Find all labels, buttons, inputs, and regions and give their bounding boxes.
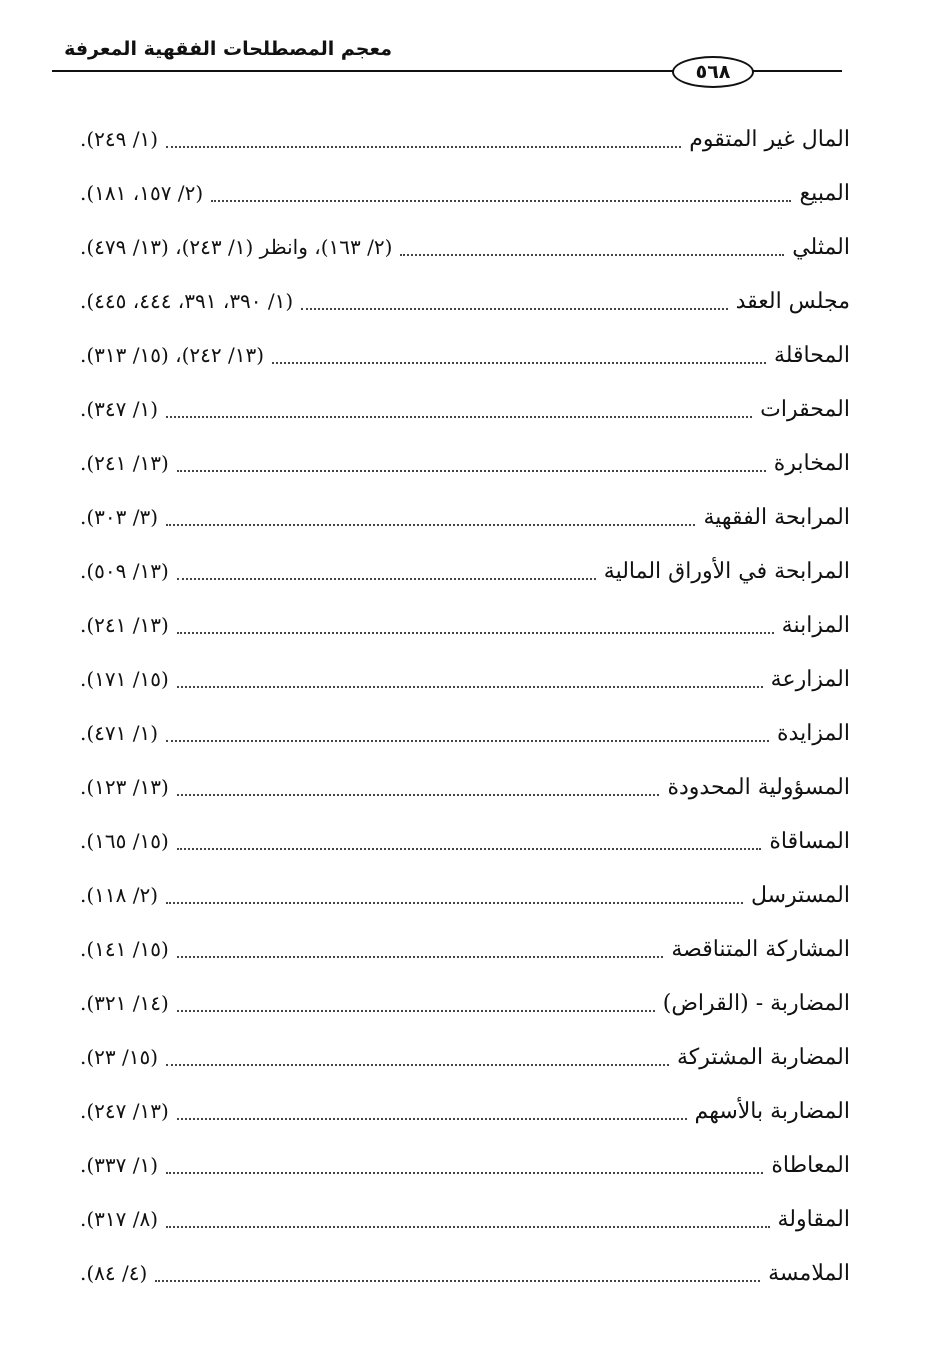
- index-entry: [80, 868, 850, 922]
- entry-term: المسؤولية المحدودة: [667, 774, 850, 800]
- index-entry: [80, 922, 850, 976]
- dot-leader: [166, 1172, 763, 1174]
- entry-term: الملامسة: [768, 1260, 850, 1286]
- entry-term: المرابحة في الأوراق المالية: [603, 558, 850, 584]
- dot-leader: [166, 902, 743, 904]
- dot-leader: [301, 308, 727, 310]
- index-entry: [80, 274, 850, 328]
- entry-reference: (٤/ ٨٤).: [80, 1261, 148, 1285]
- entry-term: المساقاة: [769, 828, 850, 854]
- index-entry: [80, 598, 850, 652]
- entry-term: المحاقلة: [773, 342, 850, 368]
- entry-reference: (١٣/ ٢٤١).: [80, 451, 169, 475]
- index-entry: [80, 112, 850, 166]
- dot-leader: [177, 632, 774, 634]
- index-entry: [80, 544, 850, 598]
- entry-term: المعاطاة: [771, 1152, 850, 1178]
- page-number: ٥٦٨: [672, 56, 754, 88]
- entry-reference: (٣/ ٣٠٣).: [80, 505, 159, 529]
- entry-term: مجلس العقد: [735, 288, 850, 314]
- entry-term: المخابرة: [773, 450, 850, 476]
- dot-leader: [166, 146, 681, 148]
- entry-reference: (٢/ ١٥٧، ١٨١).: [80, 181, 204, 205]
- entry-reference: (١/ ٣٤٧).: [80, 397, 159, 421]
- index-entry: [80, 382, 850, 436]
- entry-reference: (١٥/ ١٧١).: [80, 667, 169, 691]
- entry-reference: (١/ ٤٧١).: [80, 721, 159, 745]
- entry-term: المزابنة: [781, 612, 850, 638]
- dot-leader: [400, 254, 784, 256]
- dot-leader: [166, 416, 752, 418]
- dot-leader: [177, 956, 664, 958]
- index-entry: [80, 976, 850, 1030]
- entry-reference: (١٣/ ٢٤٧).: [80, 1099, 169, 1123]
- entry-term: المحقرات: [760, 396, 850, 422]
- entry-reference: (١٤/ ٣٢١).: [80, 991, 169, 1015]
- index-entry: [80, 1192, 850, 1246]
- index-entry: [80, 1138, 850, 1192]
- entry-term: المضاربة بالأسهم: [694, 1098, 850, 1124]
- entry-reference: (١٣/ ٢٤٢)، (١٥/ ٣١٣).: [80, 343, 265, 367]
- dot-leader: [177, 578, 596, 580]
- dot-leader: [177, 470, 766, 472]
- entry-term: المبيع: [799, 180, 850, 206]
- entry-term: المسترسل: [750, 882, 850, 908]
- index-entry: [80, 652, 850, 706]
- entry-term: المال غير المتقوم: [689, 126, 850, 152]
- index-entry: [80, 490, 850, 544]
- dot-leader: [211, 200, 791, 202]
- entry-reference: (١٣/ ٥٠٩).: [80, 559, 169, 583]
- dot-leader: [272, 362, 766, 364]
- index-entry: [80, 220, 850, 274]
- entry-term: المرابحة الفقهية: [703, 504, 850, 530]
- dot-leader: [155, 1280, 760, 1282]
- entry-term: المثلي: [792, 234, 850, 260]
- index-entry: [80, 328, 850, 382]
- entry-reference: (١/ ٣٩٠، ٣٩١، ٤٤٤، ٤٤٥).: [80, 289, 294, 313]
- entry-reference: (١٣/ ١٢٣).: [80, 775, 169, 799]
- index-entry: [80, 814, 850, 868]
- entry-reference: (٢/ ١٦٣)، وانظر (١/ ٢٤٣)، (١٣/ ٤٧٩).: [80, 235, 393, 259]
- index-entries: [80, 112, 850, 1300]
- index-entry: [80, 1246, 850, 1300]
- dot-leader: [166, 1226, 769, 1228]
- entry-term: المزارعة: [770, 666, 850, 692]
- entry-term: المشاركة المتناقصة: [671, 936, 850, 962]
- entry-term: المضاربة المشتركة: [676, 1044, 850, 1070]
- index-entry: [80, 166, 850, 220]
- entry-term: المقاولة: [777, 1206, 850, 1232]
- entry-reference: (١٥/ ٢٣).: [80, 1045, 159, 1069]
- index-entry: [80, 706, 850, 760]
- dot-leader: [177, 794, 660, 796]
- dot-leader: [177, 1118, 687, 1120]
- dot-leader: [177, 848, 762, 850]
- dot-leader: [166, 1064, 669, 1066]
- index-entry: [80, 1030, 850, 1084]
- dot-leader: [177, 1010, 655, 1012]
- book-title: معجم المصطلحات الفقهية المعرفة: [64, 38, 392, 60]
- entry-reference: (١/ ٣٣٧).: [80, 1153, 159, 1177]
- index-entry: [80, 1084, 850, 1138]
- index-entry: [80, 436, 850, 490]
- entry-reference: (١٥/ ١٤١).: [80, 937, 169, 961]
- entry-term: المضاربة - (القراض): [662, 990, 850, 1016]
- entry-term: المزايدة: [777, 720, 850, 746]
- dot-leader: [166, 740, 769, 742]
- entry-reference: (٨/ ٣١٧).: [80, 1207, 159, 1231]
- index-entry: [80, 760, 850, 814]
- entry-reference: (١٥/ ١٦٥).: [80, 829, 169, 853]
- entry-reference: (١/ ٢٤٩).: [80, 127, 159, 151]
- dot-leader: [177, 686, 763, 688]
- entry-reference: (٢/ ١١٨).: [80, 883, 159, 907]
- dot-leader: [166, 524, 695, 526]
- entry-reference: (١٣/ ٢٤١).: [80, 613, 169, 637]
- page-header: [52, 26, 842, 96]
